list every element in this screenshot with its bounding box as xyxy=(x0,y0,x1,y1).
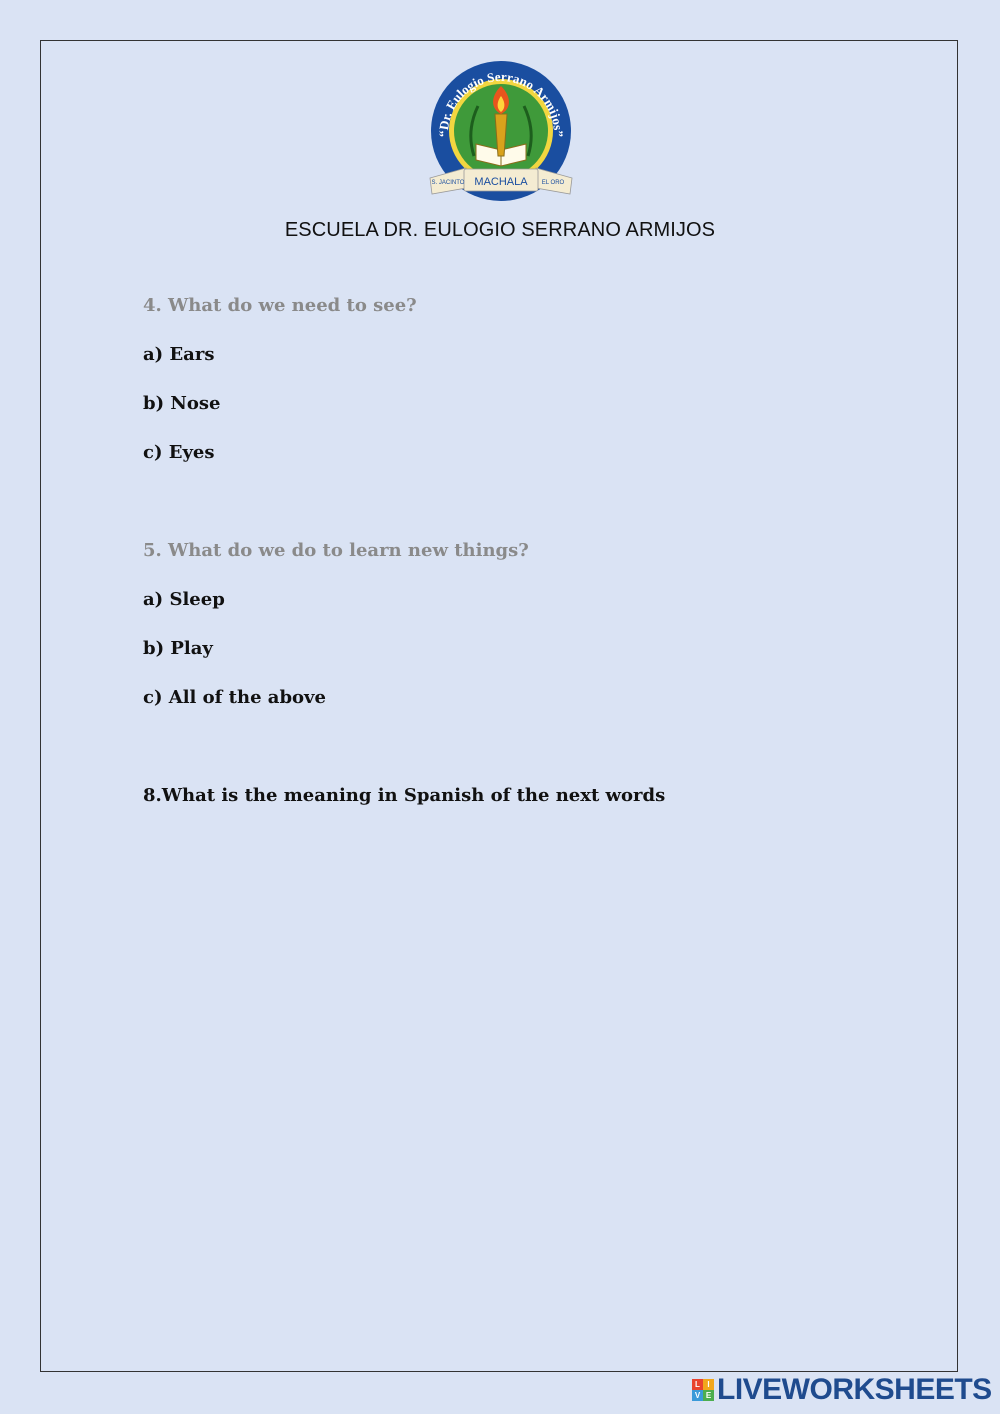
question-5-prompt: 5. What do we do to learn new things? xyxy=(143,540,529,561)
brand-grid-letter: L xyxy=(692,1379,703,1390)
brand-grid-icon xyxy=(692,1379,714,1401)
school-logo xyxy=(426,56,576,206)
brand-grid-letter: I xyxy=(703,1379,714,1390)
question-5-option-c[interactable]: c) All of the above xyxy=(143,687,326,708)
question-4-option-b[interactable]: b) Nose xyxy=(143,393,221,414)
logo-arc-text: “Dr. Eulogio Serrano Armijos” xyxy=(435,68,567,138)
question-5-option-b[interactable]: b) Play xyxy=(143,638,213,659)
school-title: ESCUELA DR. EULOGIO SERRANO ARMIJOS xyxy=(284,219,716,241)
question-5-option-a[interactable]: a) Sleep xyxy=(143,589,225,610)
liveworksheets-brand[interactable] xyxy=(692,1374,992,1406)
logo-ribbon-left: S. JACINTO xyxy=(431,180,465,186)
question-4-prompt: 4. What do we need to see? xyxy=(143,295,417,316)
question-4-option-c[interactable]: c) Eyes xyxy=(143,442,215,463)
question-4-option-a[interactable]: a) Ears xyxy=(143,344,215,365)
logo-ribbon-center: MACHALA xyxy=(474,176,528,188)
brand-grid-letter: V xyxy=(692,1390,703,1401)
logo-ribbon-right: EL ORO xyxy=(541,180,565,186)
question-8-prompt: 8.What is the meaning in Spanish of the next words xyxy=(143,785,666,806)
brand-text: LIVEWORKSHEETS xyxy=(717,1373,992,1406)
brand-grid-letter: E xyxy=(703,1390,714,1401)
